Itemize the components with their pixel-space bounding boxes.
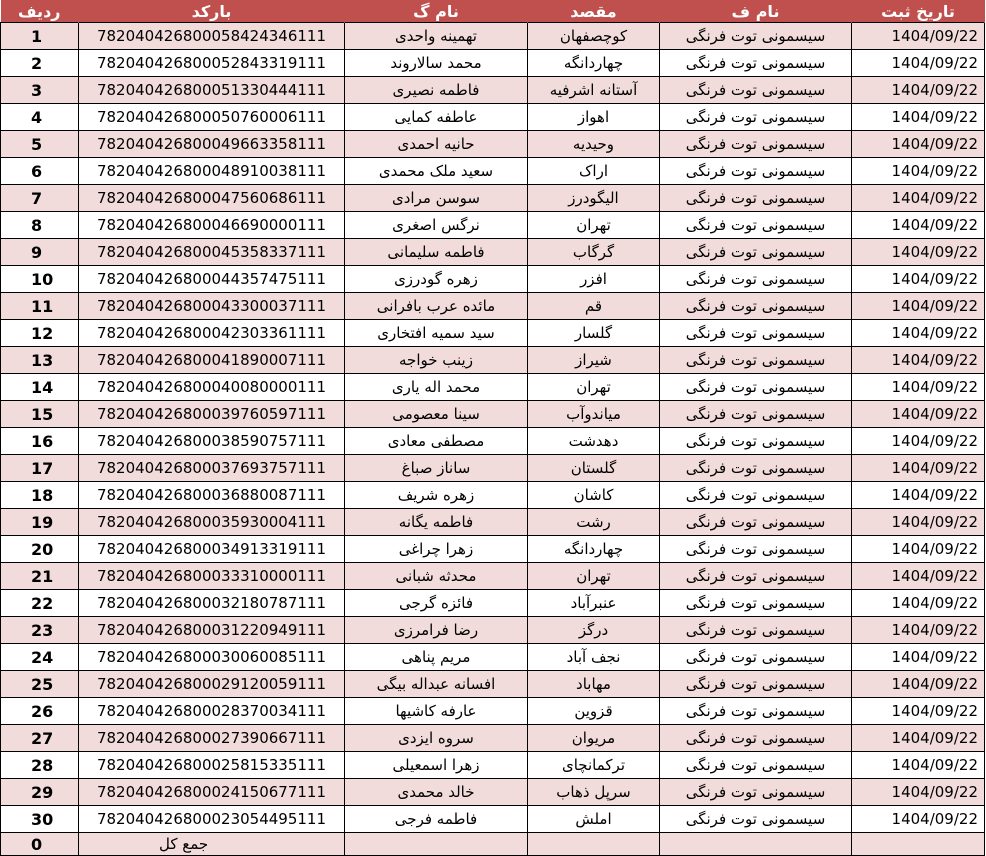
cell-barcode[interactable]: 782040426800023054495111 (79, 806, 345, 833)
cell-name-f[interactable]: سیسمونی توت فرنگی (660, 158, 852, 185)
cell-name-g[interactable]: سعید ملک محمدی (345, 158, 528, 185)
cell-maqsad[interactable]: وحیدیه (528, 131, 660, 158)
cell-date[interactable]: 1404/09/22 (852, 347, 985, 374)
cell-date[interactable]: 1404/09/22 (852, 644, 985, 671)
cell-name-g[interactable]: مائده عرب بافرانی (345, 293, 528, 320)
cell-barcode[interactable]: 782040426800044357475111 (79, 266, 345, 293)
cell-date[interactable]: 1404/09/22 (852, 617, 985, 644)
cell-maqsad[interactable]: تهران (528, 374, 660, 401)
table-row (1, 185, 985, 212)
table-row (1, 644, 985, 671)
cell-radif[interactable]: 13 (1, 347, 79, 374)
table-row (1, 23, 985, 50)
cell-name-g[interactable]: فائزه گرجی (345, 590, 528, 617)
cell-radif[interactable]: 10 (1, 266, 79, 293)
cell-maqsad[interactable]: اراک (528, 158, 660, 185)
table-row (1, 428, 985, 455)
cell-name-g[interactable]: زهره شریف (345, 482, 528, 509)
cell-date[interactable]: 1404/09/22 (852, 23, 985, 50)
cell-maqsad[interactable]: مهاباد (528, 671, 660, 698)
cell-barcode[interactable]: 782040426800040080000111 (79, 374, 345, 401)
cell-name-f[interactable]: سیسمونی توت فرنگی (660, 131, 852, 158)
table-row (1, 239, 985, 266)
cell-barcode[interactable]: 782040426800042303361111 (79, 320, 345, 347)
cell-name-f[interactable]: سیسمونی توت فرنگی (660, 266, 852, 293)
header-maqsad[interactable]: مقصد (528, 0, 660, 23)
cell-maqsad[interactable]: مریوان (528, 725, 660, 752)
cell-date[interactable]: 1404/09/22 (852, 725, 985, 752)
cell-name-g[interactable]: سینا معصومی (345, 401, 528, 428)
cell-name-g[interactable]: زهرا چراغی (345, 536, 528, 563)
cell-radif[interactable]: 12 (1, 320, 79, 347)
cell-maqsad[interactable]: دهدشت (528, 428, 660, 455)
cell-barcode[interactable]: 782040426800047560686111 (79, 185, 345, 212)
cell-name-g[interactable]: ساناز صباغ (345, 455, 528, 482)
cell-date[interactable]: 1404/09/22 (852, 536, 985, 563)
total-value[interactable]: 0 (1, 833, 79, 856)
cell-name-g[interactable]: عاطفه کمایی (345, 104, 528, 131)
cell-maqsad[interactable]: املش (528, 806, 660, 833)
cell-barcode[interactable]: 782040426800034913319111 (79, 536, 345, 563)
cell-name-g[interactable]: حانیه احمدی (345, 131, 528, 158)
total-empty-cell[interactable] (345, 833, 528, 856)
cell-radif[interactable]: 2 (1, 50, 79, 77)
table-row (1, 752, 985, 779)
cell-maqsad[interactable]: تهران (528, 563, 660, 590)
table-row (1, 374, 985, 401)
cell-barcode[interactable]: 782040426800050760006111 (79, 104, 345, 131)
cell-name-f[interactable]: سیسمونی توت فرنگی (660, 320, 852, 347)
cell-radif[interactable]: 20 (1, 536, 79, 563)
table-row (1, 212, 985, 239)
cell-date[interactable]: 1404/09/22 (852, 752, 985, 779)
cell-radif[interactable]: 1 (1, 23, 79, 50)
cell-barcode[interactable]: 782040426800028370034111 (79, 698, 345, 725)
total-empty-cell[interactable] (528, 833, 660, 856)
cell-name-g[interactable]: محمد اله یاری (345, 374, 528, 401)
cell-name-f[interactable]: سیسمونی توت فرنگی (660, 698, 852, 725)
cell-date[interactable]: 1404/09/22 (852, 698, 985, 725)
cell-radif[interactable]: 19 (1, 509, 79, 536)
cell-date[interactable]: 1404/09/22 (852, 428, 985, 455)
cell-maqsad[interactable]: گلستان (528, 455, 660, 482)
cell-name-g[interactable]: عارفه کاشیها (345, 698, 528, 725)
cell-barcode[interactable]: 782040426800045358337111 (79, 239, 345, 266)
cell-date[interactable]: 1404/09/22 (852, 293, 985, 320)
cell-date[interactable]: 1404/09/22 (852, 320, 985, 347)
header-name-g[interactable]: نام گ (345, 0, 528, 23)
table-row (1, 482, 985, 509)
cell-name-g[interactable]: زهرا اسمعیلی (345, 752, 528, 779)
cell-date[interactable]: 1404/09/22 (852, 779, 985, 806)
cell-barcode[interactable]: 782040426800037693757111 (79, 455, 345, 482)
cell-barcode[interactable]: 782040426800033310000111 (79, 563, 345, 590)
cell-date[interactable]: 1404/09/22 (852, 590, 985, 617)
cell-name-g[interactable]: فاطمه یگانه (345, 509, 528, 536)
cell-radif[interactable]: 6 (1, 158, 79, 185)
cell-name-f[interactable]: سیسمونی توت فرنگی (660, 590, 852, 617)
cell-radif[interactable]: 28 (1, 752, 79, 779)
cell-barcode[interactable]: 782040426800029120059111 (79, 671, 345, 698)
cell-radif[interactable]: 11 (1, 293, 79, 320)
table-row (1, 536, 985, 563)
cell-date[interactable]: 1404/09/22 (852, 77, 985, 104)
cell-radif[interactable]: 27 (1, 725, 79, 752)
cell-maqsad[interactable]: درگز (528, 617, 660, 644)
table-row (1, 104, 985, 131)
cell-date[interactable]: 1404/09/22 (852, 131, 985, 158)
cell-date[interactable]: 1404/09/22 (852, 806, 985, 833)
cell-radif[interactable]: 24 (1, 644, 79, 671)
cell-maqsad[interactable]: عنبرآباد (528, 590, 660, 617)
cell-barcode[interactable]: 782040426800051330444111 (79, 77, 345, 104)
cell-radif[interactable]: 26 (1, 698, 79, 725)
cell-name-f[interactable]: سیسمونی توت فرنگی (660, 509, 852, 536)
cell-radif[interactable]: 17 (1, 455, 79, 482)
cell-name-g[interactable]: افسانه عبداله بیگی (345, 671, 528, 698)
table-row (1, 347, 985, 374)
cell-name-f[interactable]: سیسمونی توت فرنگی (660, 806, 852, 833)
cell-radif[interactable]: 7 (1, 185, 79, 212)
cell-name-f[interactable]: سیسمونی توت فرنگی (660, 482, 852, 509)
cell-name-g[interactable]: مصطفی معادی (345, 428, 528, 455)
cell-maqsad[interactable]: کوچصفهان (528, 23, 660, 50)
cell-maqsad[interactable]: آستانه اشرفیه (528, 77, 660, 104)
cell-maqsad[interactable]: اهواز (528, 104, 660, 131)
cell-maqsad[interactable]: ترکمانچای (528, 752, 660, 779)
cell-date[interactable]: 1404/09/22 (852, 266, 985, 293)
cell-maqsad[interactable]: چهاردانگه (528, 50, 660, 77)
cell-maqsad[interactable]: سرپل ذهاب (528, 779, 660, 806)
table-row (1, 617, 985, 644)
table-row (1, 779, 985, 806)
cell-radif[interactable]: 9 (1, 239, 79, 266)
total-label[interactable]: جمع کل (79, 833, 345, 856)
cell-maqsad[interactable]: قم (528, 293, 660, 320)
cell-name-g[interactable]: رضا فرامرزی (345, 617, 528, 644)
cell-date[interactable]: 1404/09/22 (852, 671, 985, 698)
cell-radif[interactable]: 22 (1, 590, 79, 617)
cell-name-g[interactable]: تهمینه واحدی (345, 23, 528, 50)
cell-barcode[interactable]: 782040426800030060085111 (79, 644, 345, 671)
cell-date[interactable]: 1404/09/22 (852, 374, 985, 401)
header-date[interactable]: تاریخ ثبت (852, 0, 985, 23)
cell-radif[interactable]: 3 (1, 77, 79, 104)
cell-maqsad[interactable]: گرگاب (528, 239, 660, 266)
cell-name-f[interactable]: سیسمونی توت فرنگی (660, 293, 852, 320)
cell-maqsad[interactable]: قزوین (528, 698, 660, 725)
table-row (1, 50, 985, 77)
cell-barcode[interactable]: 782040426800032180787111 (79, 590, 345, 617)
cell-name-g[interactable]: فاطمه فرجی (345, 806, 528, 833)
cell-maqsad[interactable]: گلسار (528, 320, 660, 347)
cell-name-f[interactable]: سیسمونی توت فرنگی (660, 779, 852, 806)
cell-name-g[interactable]: فاطمه سلیمانی (345, 239, 528, 266)
cell-date[interactable]: 1404/09/22 (852, 185, 985, 212)
cell-maqsad[interactable]: چهاردانگه (528, 536, 660, 563)
table-row (1, 293, 985, 320)
table-row (1, 509, 985, 536)
cell-maqsad[interactable]: شیراز (528, 347, 660, 374)
table-row (1, 77, 985, 104)
cell-name-g[interactable]: سید سمیه افتخاری (345, 320, 528, 347)
cell-name-g[interactable]: نرگس اصغری (345, 212, 528, 239)
table-row (1, 698, 985, 725)
cell-name-f[interactable]: سیسمونی توت فرنگی (660, 617, 852, 644)
cell-name-f[interactable]: سیسمونی توت فرنگی (660, 104, 852, 131)
cell-name-g[interactable]: زینب خواجه (345, 347, 528, 374)
cell-barcode[interactable]: 782040426800052843319111 (79, 50, 345, 77)
cell-radif[interactable]: 16 (1, 428, 79, 455)
total-row (1, 833, 985, 856)
table-row (1, 671, 985, 698)
cell-radif[interactable]: 29 (1, 779, 79, 806)
cell-name-g[interactable]: سروه ایزدی (345, 725, 528, 752)
cell-date[interactable]: 1404/09/22 (852, 455, 985, 482)
header-row (1, 0, 985, 23)
cell-barcode[interactable]: 782040426800025815335111 (79, 752, 345, 779)
cell-name-f[interactable]: سیسمونی توت فرنگی (660, 239, 852, 266)
cell-name-g[interactable]: فاطمه نصیری (345, 77, 528, 104)
cell-barcode[interactable]: 782040426800031220949111 (79, 617, 345, 644)
cell-barcode[interactable]: 782040426800046690000111 (79, 212, 345, 239)
cell-name-f[interactable]: سیسمونی توت فرنگی (660, 185, 852, 212)
cell-maqsad[interactable]: رشت (528, 509, 660, 536)
table-body (1, 23, 985, 833)
cell-name-f[interactable]: سیسمونی توت فرنگی (660, 671, 852, 698)
cell-name-g[interactable]: مریم پناهی (345, 644, 528, 671)
cell-name-f[interactable]: سیسمونی توت فرنگی (660, 644, 852, 671)
cell-name-f[interactable]: سیسمونی توت فرنگی (660, 374, 852, 401)
cell-name-f[interactable]: سیسمونی توت فرنگی (660, 428, 852, 455)
cell-radif[interactable]: 21 (1, 563, 79, 590)
cell-name-g[interactable]: محدثه شبانی (345, 563, 528, 590)
table-row (1, 266, 985, 293)
cell-radif[interactable]: 15 (1, 401, 79, 428)
table-row (1, 563, 985, 590)
cell-name-g[interactable]: زهره گودرزی (345, 266, 528, 293)
cell-maqsad[interactable]: کاشان (528, 482, 660, 509)
cell-name-f[interactable]: سیسمونی توت فرنگی (660, 77, 852, 104)
cell-barcode[interactable]: 782040426800024150677111 (79, 779, 345, 806)
cell-name-g[interactable]: خالد محمدی (345, 779, 528, 806)
cell-radif[interactable]: 8 (1, 212, 79, 239)
cell-date[interactable]: 1404/09/22 (852, 239, 985, 266)
cell-name-f[interactable]: سیسمونی توت فرنگی (660, 212, 852, 239)
cell-maqsad[interactable]: افزر (528, 266, 660, 293)
table-row (1, 806, 985, 833)
cell-radif[interactable]: 30 (1, 806, 79, 833)
cell-maqsad[interactable]: نجف آباد (528, 644, 660, 671)
cell-date[interactable]: 1404/09/22 (852, 104, 985, 131)
cell-barcode[interactable]: 782040426800036880087111 (79, 482, 345, 509)
cell-date[interactable]: 1404/09/22 (852, 50, 985, 77)
table-row (1, 725, 985, 752)
cell-radif[interactable]: 4 (1, 104, 79, 131)
cell-name-f[interactable]: سیسمونی توت فرنگی (660, 50, 852, 77)
cell-name-f[interactable]: سیسمونی توت فرنگی (660, 401, 852, 428)
table-row (1, 320, 985, 347)
cell-maqsad[interactable]: الیگودرز (528, 185, 660, 212)
cell-barcode[interactable]: 782040426800039760597111 (79, 401, 345, 428)
table-row (1, 131, 985, 158)
table-row (1, 590, 985, 617)
cell-maqsad[interactable]: میاندوآب (528, 401, 660, 428)
cell-radif[interactable]: 5 (1, 131, 79, 158)
table-row (1, 401, 985, 428)
cell-barcode[interactable]: 782040426800027390667111 (79, 725, 345, 752)
header-radif[interactable]: ردیف (1, 0, 79, 23)
cell-radif[interactable]: 18 (1, 482, 79, 509)
cell-name-f[interactable]: سیسمونی توت فرنگی (660, 563, 852, 590)
cell-name-f[interactable]: سیسمونی توت فرنگی (660, 752, 852, 779)
cell-maqsad[interactable]: تهران (528, 212, 660, 239)
cell-barcode[interactable]: 782040426800038590757111 (79, 428, 345, 455)
cell-date[interactable]: 1404/09/22 (852, 563, 985, 590)
cell-name-f[interactable]: سیسمونی توت فرنگی (660, 725, 852, 752)
table-row (1, 158, 985, 185)
cell-name-g[interactable]: سوسن مرادی (345, 185, 528, 212)
cell-barcode[interactable]: 782040426800049663358111 (79, 131, 345, 158)
cell-radif[interactable]: 25 (1, 671, 79, 698)
cell-radif[interactable]: 23 (1, 617, 79, 644)
cell-date[interactable]: 1404/09/22 (852, 212, 985, 239)
cell-date[interactable]: 1404/09/22 (852, 158, 985, 185)
cell-barcode[interactable]: 782040426800041890007111 (79, 347, 345, 374)
table-row (1, 455, 985, 482)
cell-date[interactable]: 1404/09/22 (852, 482, 985, 509)
cell-name-g[interactable]: محمد سالاروند (345, 50, 528, 77)
cell-barcode[interactable]: 782040426800043300037111 (79, 293, 345, 320)
cell-name-f[interactable]: سیسمونی توت فرنگی (660, 23, 852, 50)
cell-name-f[interactable]: سیسمونی توت فرنگی (660, 455, 852, 482)
cell-barcode[interactable]: 782040426800048910038111 (79, 158, 345, 185)
cell-name-f[interactable]: سیسمونی توت فرنگی (660, 347, 852, 374)
header-name-f[interactable]: نام ف (660, 0, 852, 23)
cell-barcode[interactable]: 782040426800035930004111 (79, 509, 345, 536)
cell-name-f[interactable]: سیسمونی توت فرنگی (660, 536, 852, 563)
header-barcode[interactable]: بارکد (79, 0, 345, 23)
total-empty-cell[interactable] (852, 833, 985, 856)
cell-radif[interactable]: 14 (1, 374, 79, 401)
total-empty-cell[interactable] (660, 833, 852, 856)
cell-barcode[interactable]: 782040426800058424346111 (79, 23, 345, 50)
cell-date[interactable]: 1404/09/22 (852, 509, 985, 536)
cell-date[interactable]: 1404/09/22 (852, 401, 985, 428)
